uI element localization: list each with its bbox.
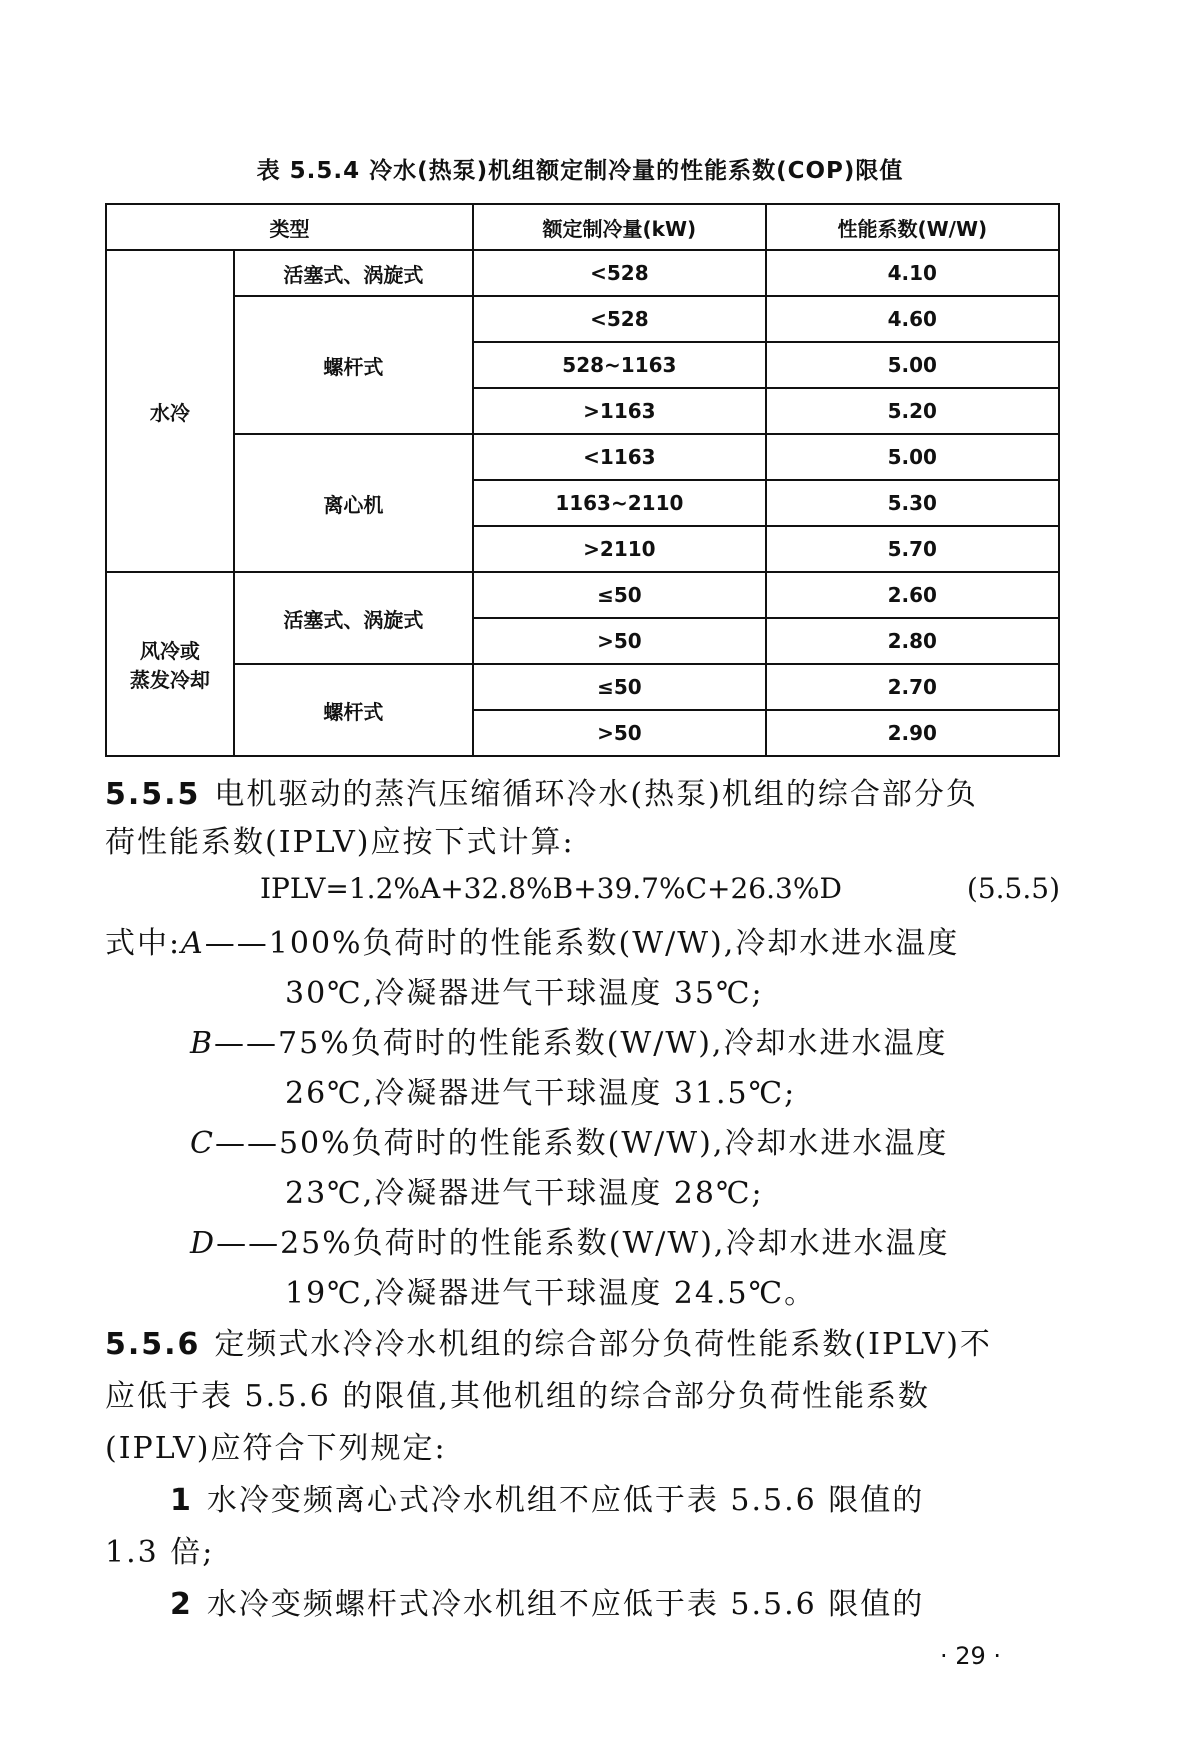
table-header-row <box>106 204 1059 250</box>
variable-a-line2: 30℃,冷凝器进气干球温度 35℃; <box>285 976 764 1011</box>
cooling-type-cell: 水冷 <box>106 250 234 572</box>
item-2-line1 <box>170 1580 1060 1630</box>
variable-text: ——100%负荷时的性能系数(W/W),冷却水进水温度 <box>204 926 960 961</box>
cooling-type-line: 蒸发冷却 <box>129 668 210 692</box>
capacity-cell: <1163 <box>473 434 766 480</box>
variable-symbol: B <box>190 1026 215 1061</box>
capacity-cell: >50 <box>473 618 766 664</box>
cop-cell: 5.30 <box>766 480 1059 526</box>
clause-text: 电机驱动的蒸汽压缩循环冷水(热泵)机组的综合部分负 <box>214 777 978 812</box>
cop-cell: 5.20 <box>766 388 1059 434</box>
header-capacity: 额定制冷量(kW) <box>473 204 766 250</box>
cop-cell: 2.60 <box>766 572 1059 618</box>
variable-d-line2: 19℃,冷凝器进气干球温度 24.5℃。 <box>285 1276 817 1311</box>
capacity-cell: ≤50 <box>473 572 766 618</box>
variable-c-line2: 23℃,冷凝器进气干球温度 28℃; <box>285 1176 764 1211</box>
cop-cell: 2.90 <box>766 710 1059 756</box>
compressor-type-cell: 活塞式、涡旋式 <box>234 572 473 664</box>
variable-b-line1 <box>190 1018 1065 1062</box>
capacity-cell: >2110 <box>473 526 766 572</box>
table-caption: 表 5.5.4 冷水(热泵)机组额定制冷量的性能系数(COP)限值 <box>256 158 904 184</box>
header-cop: 性能系数(W/W) <box>766 204 1059 250</box>
variable-text: ——25%负荷时的性能系数(W/W),冷却水进水温度 <box>216 1226 950 1261</box>
variable-symbol: A <box>181 926 205 961</box>
item-number: 1 <box>170 1483 193 1518</box>
cooling-type-cell <box>106 572 234 756</box>
table-row <box>106 664 1059 710</box>
variable-d-line1 <box>190 1218 1065 1262</box>
item-1-line1 <box>170 1476 1060 1526</box>
where-label: 式中: <box>105 926 182 961</box>
clause-number: 5.5.5 <box>105 777 201 812</box>
cop-cell: 2.70 <box>766 664 1059 710</box>
compressor-type-cell: 活塞式、涡旋式 <box>234 250 473 296</box>
cop-cell: 2.80 <box>766 618 1059 664</box>
variable-text: ——50%负荷时的性能系数(W/W),冷却水进水温度 <box>214 1126 949 1161</box>
capacity-cell: >1163 <box>473 388 766 434</box>
clause-556-line3: (IPLV)应符合下列规定: <box>105 1431 447 1466</box>
capacity-cell: 528~1163 <box>473 342 766 388</box>
item-text: 水冷变频离心式冷水机组不应低于表 5.5.6 限值的 <box>206 1483 925 1518</box>
formula-number: (5.5.5) <box>966 872 1060 905</box>
cop-cell: 4.10 <box>766 250 1059 296</box>
variable-b-line2: 26℃,冷凝器进气干球温度 31.5℃; <box>285 1076 797 1111</box>
variable-a-line1 <box>105 918 1065 962</box>
clause-555-line2: 荷性能系数(IPLV)应按下式计算: <box>105 825 575 860</box>
item-text: 水冷变频螺杆式冷水机组不应低于表 5.5.6 限值的 <box>206 1587 925 1622</box>
compressor-type-cell: 螺杆式 <box>234 296 473 434</box>
compressor-type-cell: 螺杆式 <box>234 664 473 756</box>
header-type: 类型 <box>106 204 473 250</box>
cop-cell: 5.00 <box>766 342 1059 388</box>
clause-number: 5.5.6 <box>105 1327 201 1362</box>
table-row <box>106 296 1059 342</box>
capacity-cell: <528 <box>473 296 766 342</box>
variable-symbol: D <box>190 1226 217 1261</box>
item-number: 2 <box>170 1587 193 1622</box>
formula-555 <box>260 872 1060 905</box>
cop-table <box>105 203 1060 757</box>
variable-symbol: C <box>190 1126 215 1161</box>
table-row <box>106 434 1059 480</box>
page-number: · 29 · <box>940 1642 1002 1670</box>
clause-556-line2: 应低于表 5.5.6 的限值,其他机组的综合部分负荷性能系数 <box>105 1379 930 1414</box>
table-row <box>106 250 1059 296</box>
cop-cell: 5.00 <box>766 434 1059 480</box>
variable-text: ——75%负荷时的性能系数(W/W),冷却水进水温度 <box>214 1026 948 1061</box>
clause-556-line1 <box>105 1320 1060 1370</box>
table-row <box>106 572 1059 618</box>
capacity-cell: 1163~2110 <box>473 480 766 526</box>
variable-c-line1 <box>190 1118 1065 1162</box>
compressor-type-cell: 离心机 <box>234 434 473 572</box>
cooling-type-line: 风冷或 <box>139 639 200 663</box>
item-1-line2: 1.3 倍; <box>105 1535 215 1570</box>
clause-555-line1 <box>105 770 1060 820</box>
clause-text: 定频式水冷冷水机组的综合部分负荷性能系数(IPLV)不 <box>214 1327 992 1362</box>
formula-expression: IPLV=1.2%A+32.8%B+39.7%C+26.3%D <box>260 872 842 905</box>
cop-cell: 5.70 <box>766 526 1059 572</box>
capacity-cell: ≤50 <box>473 664 766 710</box>
capacity-cell: <528 <box>473 250 766 296</box>
cop-cell: 4.60 <box>766 296 1059 342</box>
capacity-cell: >50 <box>473 710 766 756</box>
